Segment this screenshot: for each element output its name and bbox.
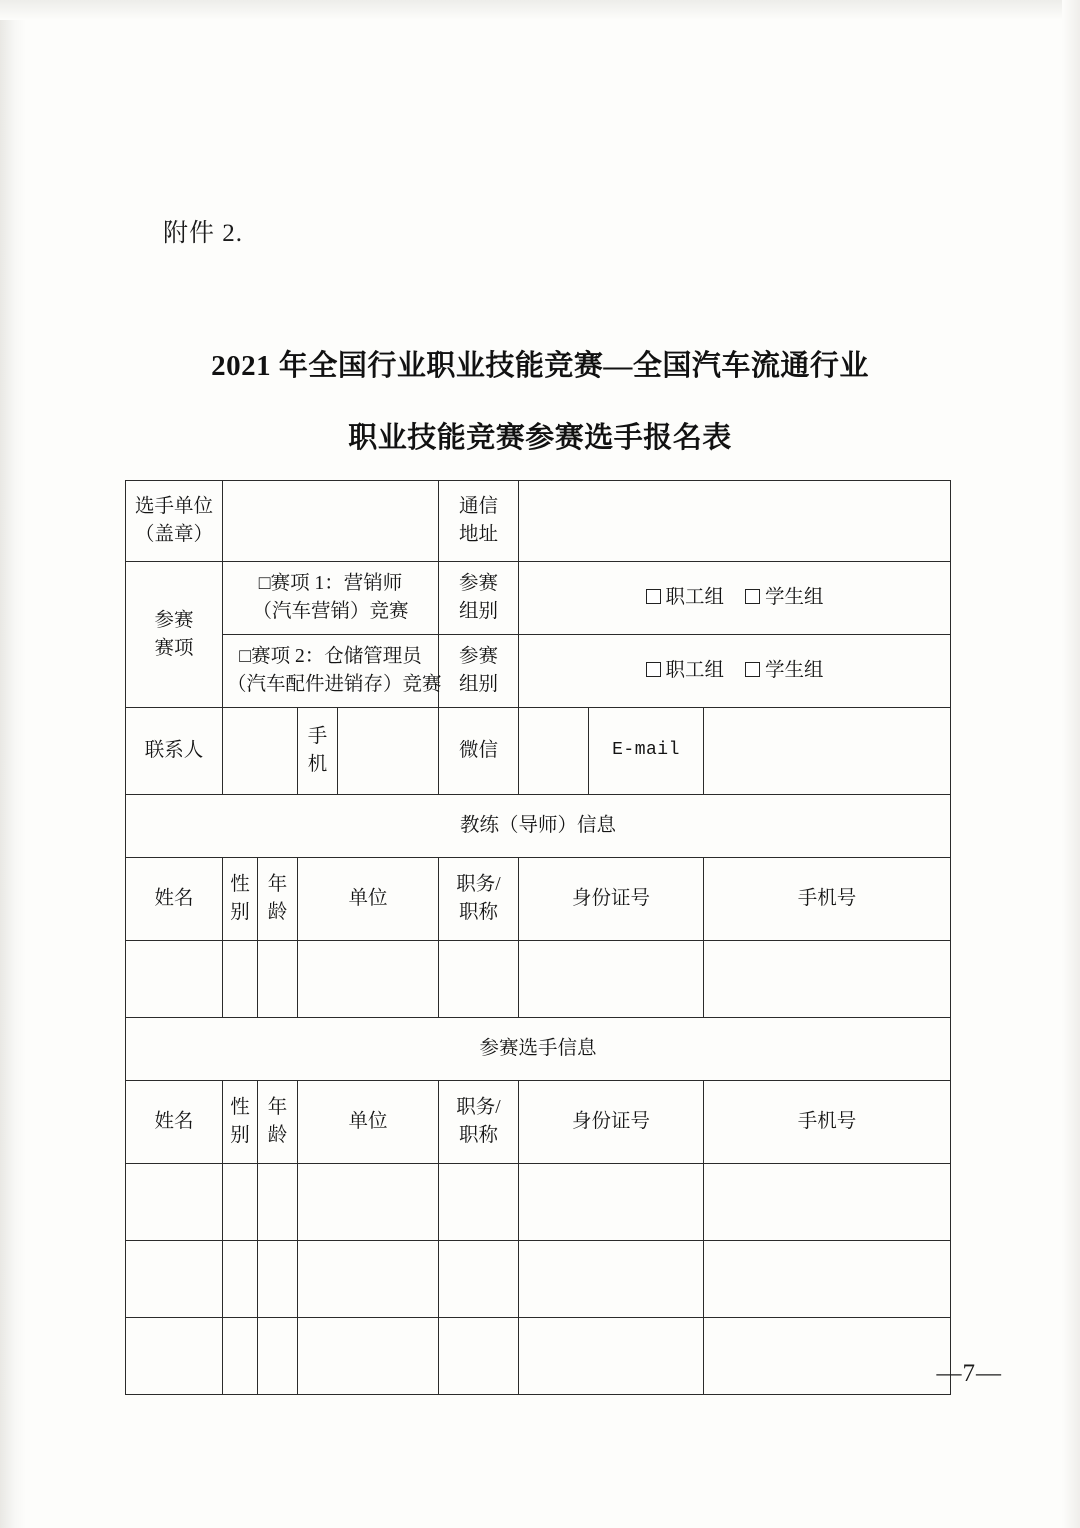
player-unit-cell[interactable]: [298, 1241, 439, 1318]
table-row-event-1: [126, 562, 951, 635]
checkbox-icon[interactable]: [646, 589, 661, 604]
group-label-bottom-2: 组别: [458, 674, 498, 695]
column-header-gender-bottom: 别: [230, 902, 250, 923]
table-row-coach-section: [126, 795, 951, 858]
column-header-age: [258, 858, 298, 941]
table-row-coach-headers: [126, 858, 951, 941]
unit-label-sub: （盖章）: [134, 524, 213, 545]
group-option-staff-2[interactable]: [646, 657, 725, 685]
table-row-player-headers: [126, 1081, 951, 1164]
group-option-staff-label-1: 职工组: [665, 587, 725, 609]
checkbox-icon[interactable]: [745, 662, 760, 677]
checkbox-icon[interactable]: [745, 589, 760, 604]
unit-label: 选手单位: [134, 496, 213, 518]
address-value-cell[interactable]: [519, 481, 951, 562]
player-unit-cell[interactable]: [298, 1318, 439, 1395]
email-value-cell[interactable]: [704, 708, 951, 795]
column-header-position-top: 职务/: [456, 1097, 501, 1119]
player-name-cell[interactable]: [126, 1164, 223, 1241]
coach-position-cell[interactable]: [439, 941, 519, 1018]
player-phone-cell[interactable]: [704, 1318, 951, 1395]
column-header-unit: 单位: [298, 858, 439, 941]
player-name-cell[interactable]: [126, 1318, 223, 1395]
player-position-cell[interactable]: [439, 1241, 519, 1318]
unit-label-cell: [126, 481, 223, 562]
column-header-gender-top: 性: [230, 1097, 250, 1119]
attachment-label: 附件 2.: [163, 220, 244, 247]
coach-unit-cell[interactable]: [298, 941, 439, 1018]
column-header-age-bottom: 龄: [267, 902, 288, 923]
event-1-line-1: □赛项 1：营销师: [258, 573, 403, 595]
coach-gender-cell[interactable]: [223, 941, 258, 1018]
column-header-gender-bottom: 别: [230, 1125, 250, 1146]
group-option-student-label-2: 学生组: [764, 660, 824, 682]
table-row: [126, 1241, 951, 1318]
event-2-line-2: （汽车配件进销存）竞赛: [227, 674, 442, 695]
player-age-cell[interactable]: [258, 1164, 298, 1241]
column-header-position: [439, 1081, 519, 1164]
group-option-student-label-1: 学生组: [764, 587, 824, 609]
column-header-age-top: 年: [267, 874, 288, 896]
event-1-line-2: （汽车营销）竞赛: [252, 601, 409, 622]
mobile-value-cell[interactable]: [338, 708, 439, 795]
player-age-cell[interactable]: [258, 1318, 298, 1395]
unit-value-cell[interactable]: [223, 481, 439, 562]
column-header-position-bottom: 职称: [458, 902, 498, 923]
event-2-line-1: □赛项 2：仓储管理员: [239, 646, 422, 668]
table-row-event-2: [126, 635, 951, 708]
column-header-position-top: 职务/: [456, 874, 501, 896]
group-label-top-2: 参赛: [458, 646, 498, 668]
page-title-line-1: 2021 年全国行业职业技能竞赛—全国汽车流通行业: [211, 350, 869, 382]
player-id-number-cell[interactable]: [519, 1241, 704, 1318]
coach-id-number-cell[interactable]: [519, 941, 704, 1018]
column-header-gender-top: 性: [230, 874, 250, 896]
table-row-contact: [126, 708, 951, 795]
page-title-line-2: 职业技能竞赛参赛选手报名表: [348, 422, 732, 454]
table-row: [126, 941, 951, 1018]
group-option-staff-label-2: 职工组: [665, 660, 725, 682]
event-label-bottom: 赛项: [154, 637, 194, 659]
column-header-age-top: 年: [267, 1097, 288, 1119]
player-unit-cell[interactable]: [298, 1164, 439, 1241]
group-option-student-1[interactable]: [745, 584, 824, 612]
scan-edge-top: [0, 0, 1080, 20]
email-label-cell: E-mail: [589, 708, 704, 795]
player-phone-cell[interactable]: [704, 1241, 951, 1318]
address-label-top: 通信: [458, 496, 498, 518]
contact-label-cell: 联系人: [126, 708, 223, 795]
group-label-bottom-1: 组别: [458, 601, 498, 622]
player-gender-cell[interactable]: [223, 1318, 258, 1395]
player-position-cell[interactable]: [439, 1164, 519, 1241]
registration-form-table: [125, 480, 951, 1395]
group-option-student-2[interactable]: [745, 657, 824, 685]
player-name-cell[interactable]: [126, 1241, 223, 1318]
page-number: —7—: [936, 1360, 1002, 1387]
coach-phone-cell[interactable]: [704, 941, 951, 1018]
scan-edge-right: [1062, 0, 1080, 1528]
table-row-unit: [126, 481, 951, 562]
group-option-staff-1[interactable]: [646, 584, 725, 612]
address-label-bottom: 地址: [458, 524, 498, 545]
coach-age-cell[interactable]: [258, 941, 298, 1018]
column-header-position: [439, 858, 519, 941]
page-title: [120, 330, 960, 474]
player-section-title: 参赛选手信息: [126, 1018, 951, 1081]
column-header-gender: [223, 858, 258, 941]
group-label-cell-1: [439, 562, 519, 635]
event-label-top: 参赛: [154, 609, 194, 631]
checkbox-icon[interactable]: [646, 662, 661, 677]
player-gender-cell[interactable]: [223, 1164, 258, 1241]
table-row: [126, 1164, 951, 1241]
mobile-label-cell: 手机: [298, 708, 338, 795]
contact-value-cell[interactable]: [223, 708, 298, 795]
player-phone-cell[interactable]: [704, 1164, 951, 1241]
group-options-cell-1: [519, 562, 951, 635]
column-header-unit: 单位: [298, 1081, 439, 1164]
player-position-cell[interactable]: [439, 1318, 519, 1395]
column-header-age-bottom: 龄: [267, 1125, 288, 1146]
table-row: [126, 1318, 951, 1395]
group-label-top-1: 参赛: [458, 573, 498, 595]
column-header-age: [258, 1081, 298, 1164]
scan-edge-left: [0, 0, 26, 1528]
player-id-number-cell[interactable]: [519, 1318, 704, 1395]
event-2-cell[interactable]: [223, 635, 442, 708]
coach-name-cell[interactable]: [126, 941, 223, 1018]
column-header-name: 姓名: [126, 1081, 223, 1164]
wechat-value-cell[interactable]: [519, 708, 589, 795]
wechat-label-cell: 微信: [439, 708, 519, 795]
event-label-cell: [126, 562, 223, 708]
group-label-cell-2: [439, 635, 519, 708]
player-age-cell[interactable]: [258, 1241, 298, 1318]
player-gender-cell[interactable]: [223, 1241, 258, 1318]
column-header-id-number: 身份证号: [519, 858, 704, 941]
column-header-name: 姓名: [126, 858, 223, 941]
column-header-position-bottom: 职称: [458, 1125, 498, 1146]
coach-section-title: 教练（导师）信息: [126, 795, 951, 858]
event-1-cell[interactable]: [223, 562, 439, 635]
group-options-cell-2: [519, 635, 951, 708]
player-id-number-cell[interactable]: [519, 1164, 704, 1241]
column-header-phone: 手机号: [704, 858, 951, 941]
column-header-gender: [223, 1081, 258, 1164]
column-header-id-number: 身份证号: [519, 1081, 704, 1164]
column-header-phone: 手机号: [704, 1081, 951, 1164]
table-row-player-section: [126, 1018, 951, 1081]
address-label-cell: [439, 481, 519, 562]
